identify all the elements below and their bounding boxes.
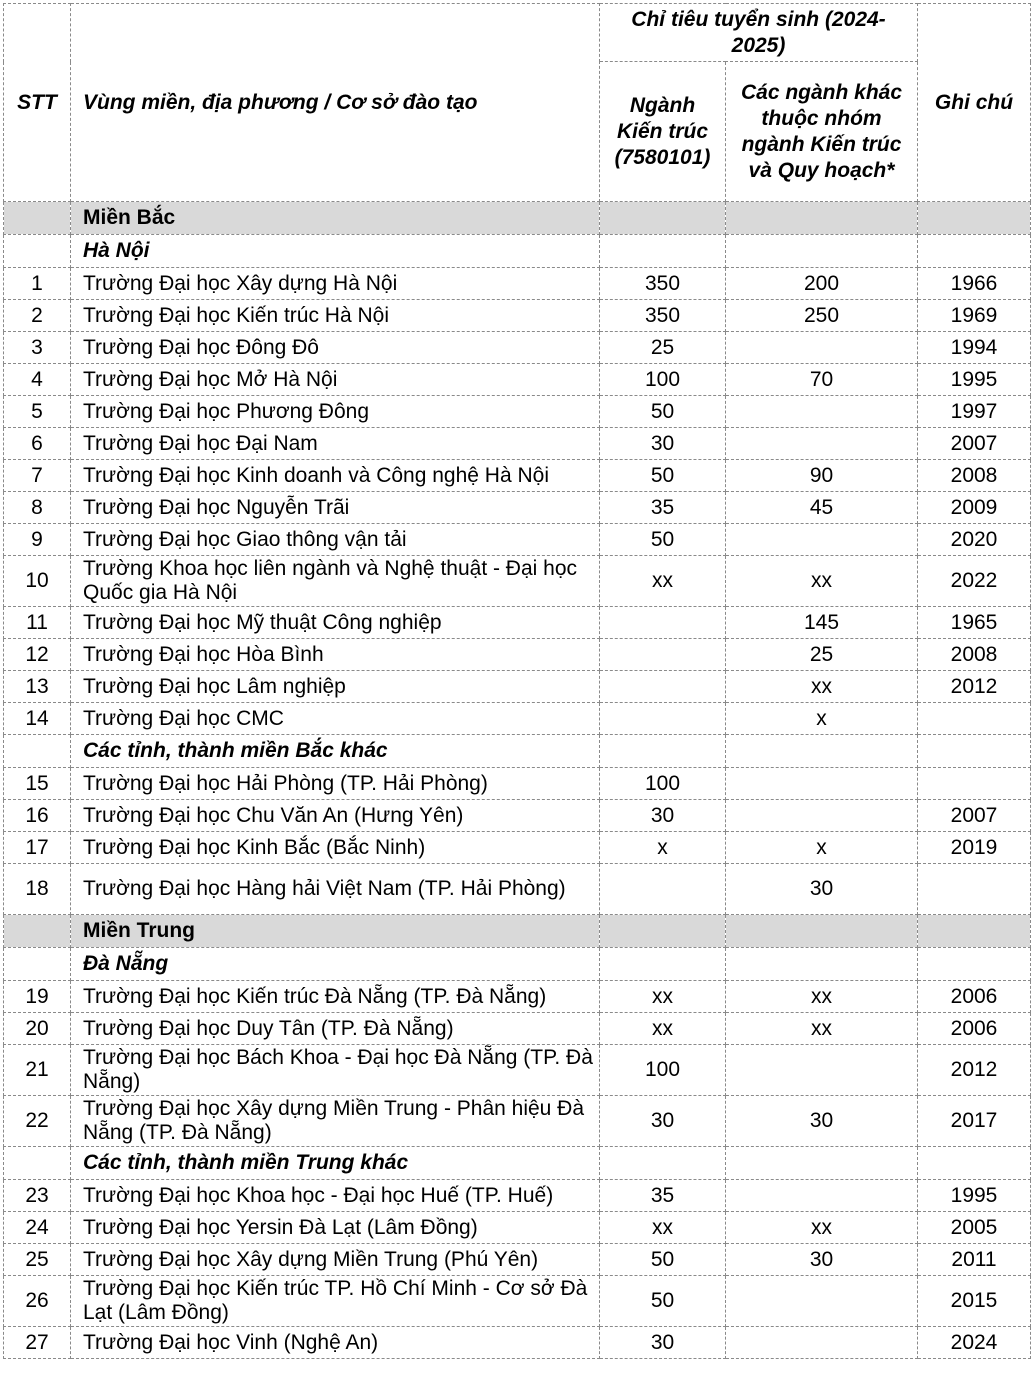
empty-cell: [600, 735, 726, 768]
other-quota: 25: [726, 639, 918, 671]
school-name: Trường Đại học Mở Hà Nội: [71, 364, 600, 396]
note-year: 2022: [918, 556, 1031, 607]
other-quota: 30: [726, 1244, 918, 1276]
row-number: 21: [4, 1045, 71, 1096]
empty-cell: [726, 735, 918, 768]
row-number: 6: [4, 428, 71, 460]
other-quota: 30: [726, 1096, 918, 1147]
architecture-quota: [600, 864, 726, 915]
architecture-quota: 30: [600, 1327, 726, 1359]
school-name: Trường Đại học Đông Đô: [71, 332, 600, 364]
school-name: Trường Đại học Phương Đông: [71, 396, 600, 428]
header-note: Ghi chú: [918, 4, 1031, 202]
other-quota: x: [726, 703, 918, 735]
architecture-quota: 100: [600, 768, 726, 800]
note-year: 2009: [918, 492, 1031, 524]
table-row: [4, 1327, 1031, 1359]
other-quota: [726, 524, 918, 556]
architecture-quota: 350: [600, 268, 726, 300]
row-number: 1: [4, 268, 71, 300]
architecture-quota: [600, 671, 726, 703]
row-number: 26: [4, 1276, 71, 1327]
table-row: [4, 768, 1031, 800]
school-name: Trường Đại học Vinh (Nghệ An): [71, 1327, 600, 1359]
note-year: 1994: [918, 332, 1031, 364]
architecture-quota: 30: [600, 800, 726, 832]
table-row: [4, 639, 1031, 671]
other-quota: [726, 428, 918, 460]
empty-cell: [600, 235, 726, 268]
school-name: Trường Đại học Xây dựng Miền Trung - Phân hiệu Đà Nẵng (TP. Đà Nẵng): [71, 1096, 600, 1147]
note-year: 2011: [918, 1244, 1031, 1276]
empty-cell: [600, 202, 726, 235]
row-number: 17: [4, 832, 71, 864]
header-region: Vùng miền, địa phương / Cơ sở đào tạo: [71, 4, 600, 202]
other-quota: [726, 768, 918, 800]
other-quota: xx: [726, 671, 918, 703]
empty-cell: [726, 915, 918, 948]
school-name: Trường Đại học Đại Nam: [71, 428, 600, 460]
architecture-quota: [600, 703, 726, 735]
school-name: Trường Đại học Mỹ thuật Công nghiệp: [71, 607, 600, 639]
other-quota: [726, 396, 918, 428]
note-year: 2015: [918, 1276, 1031, 1327]
architecture-quota: xx: [600, 1212, 726, 1244]
note-year: 1965: [918, 607, 1031, 639]
empty-cell: [600, 1147, 726, 1180]
area-row: [4, 735, 1031, 768]
header-other-majors: Các ngành khác thuộc nhóm ngành Kiến trúc và Quy hoạch*: [726, 62, 918, 202]
school-name: Trường Đại học Kiến trúc Hà Nội: [71, 300, 600, 332]
architecture-quota: xx: [600, 1013, 726, 1045]
table-row: [4, 671, 1031, 703]
table-row: [4, 556, 1031, 607]
other-quota: [726, 1276, 918, 1327]
school-name: Trường Đại học Kinh doanh và Công nghệ Hà Nội: [71, 460, 600, 492]
architecture-quota: [600, 639, 726, 671]
other-quota: [726, 1045, 918, 1096]
empty-cell: [918, 948, 1031, 981]
note-year: 2017: [918, 1096, 1031, 1147]
note-year: 2007: [918, 428, 1031, 460]
other-quota: xx: [726, 556, 918, 607]
row-number: 20: [4, 1013, 71, 1045]
school-name: Trường Đại học Hải Phòng (TP. Hải Phòng): [71, 768, 600, 800]
empty-cell: [726, 948, 918, 981]
architecture-quota: 100: [600, 364, 726, 396]
architecture-quota: 35: [600, 492, 726, 524]
empty-cell: [918, 915, 1031, 948]
school-name: Trường Đại học Chu Văn An (Hưng Yên): [71, 800, 600, 832]
region-row: [4, 202, 1031, 235]
school-name: Trường Đại học Xây dựng Hà Nội: [71, 268, 600, 300]
empty-cell: [4, 948, 71, 981]
header-architecture: Ngành Kiến trúc (7580101): [600, 62, 726, 202]
row-number: 19: [4, 981, 71, 1013]
row-number: 8: [4, 492, 71, 524]
note-year: 1966: [918, 268, 1031, 300]
architecture-quota: xx: [600, 556, 726, 607]
school-name: Trường Đại học Bách Khoa - Đại học Đà Nẵng (TP. Đà Nẵng): [71, 1045, 600, 1096]
table-row: [4, 332, 1031, 364]
table-row: [4, 800, 1031, 832]
other-quota: [726, 1180, 918, 1212]
other-quota: [726, 332, 918, 364]
empty-cell: [918, 202, 1031, 235]
other-quota: 30: [726, 864, 918, 915]
area-name: Đà Nẵng: [71, 948, 600, 981]
row-number: 13: [4, 671, 71, 703]
row-number: 25: [4, 1244, 71, 1276]
row-number: 27: [4, 1327, 71, 1359]
row-number: 16: [4, 800, 71, 832]
note-year: 1995: [918, 1180, 1031, 1212]
school-name: Trường Khoa học liên ngành và Nghệ thuật - Đại học Quốc gia Hà Nội: [71, 556, 600, 607]
row-number: 5: [4, 396, 71, 428]
row-number: 14: [4, 703, 71, 735]
other-quota: 145: [726, 607, 918, 639]
table-row: [4, 1276, 1031, 1327]
empty-cell: [4, 202, 71, 235]
header-quota-group: Chỉ tiêu tuyển sinh (2024-2025): [600, 4, 918, 62]
note-year: 2006: [918, 1013, 1031, 1045]
architecture-quota: 25: [600, 332, 726, 364]
table-row: [4, 460, 1031, 492]
note-year: 2024: [918, 1327, 1031, 1359]
school-name: Trường Đại học Xây dựng Miền Trung (Phú Yên): [71, 1244, 600, 1276]
other-quota: 45: [726, 492, 918, 524]
note-year: 2008: [918, 639, 1031, 671]
row-number: 4: [4, 364, 71, 396]
empty-cell: [4, 735, 71, 768]
other-quota: xx: [726, 1212, 918, 1244]
other-quota: [726, 800, 918, 832]
other-quota: [726, 1327, 918, 1359]
row-number: 22: [4, 1096, 71, 1147]
empty-cell: [600, 915, 726, 948]
table-row: [4, 981, 1031, 1013]
architecture-quota: 350: [600, 300, 726, 332]
row-number: 3: [4, 332, 71, 364]
empty-cell: [726, 235, 918, 268]
other-quota: x: [726, 832, 918, 864]
row-number: 23: [4, 1180, 71, 1212]
architecture-quota: 50: [600, 1276, 726, 1327]
note-year: 2008: [918, 460, 1031, 492]
row-number: 18: [4, 864, 71, 915]
school-name: Trường Đại học Duy Tân (TP. Đà Nẵng): [71, 1013, 600, 1045]
table-row: [4, 268, 1031, 300]
area-row: [4, 1147, 1031, 1180]
row-number: 7: [4, 460, 71, 492]
architecture-quota: 30: [600, 1096, 726, 1147]
row-number: 15: [4, 768, 71, 800]
other-quota: 70: [726, 364, 918, 396]
table-row: [4, 300, 1031, 332]
row-number: 9: [4, 524, 71, 556]
table-row: [4, 1244, 1031, 1276]
region-name: Miền Bắc: [71, 202, 600, 235]
table-row: [4, 1013, 1031, 1045]
area-name: Các tỉnh, thành miền Bắc khác: [71, 735, 600, 768]
empty-cell: [4, 1147, 71, 1180]
school-name: Trường Đại học Lâm nghiệp: [71, 671, 600, 703]
architecture-quota: 50: [600, 460, 726, 492]
note-year: 1997: [918, 396, 1031, 428]
other-quota: xx: [726, 1013, 918, 1045]
empty-cell: [726, 202, 918, 235]
area-row: [4, 235, 1031, 268]
table-body: [4, 202, 1031, 1359]
empty-cell: [4, 235, 71, 268]
table-row: [4, 1045, 1031, 1096]
table-row: [4, 396, 1031, 428]
school-name: Trường Đại học Kiến trúc Đà Nẵng (TP. Đà Nẵng): [71, 981, 600, 1013]
school-name: Trường Đại học Giao thông vận tải: [71, 524, 600, 556]
area-name: Hà Nội: [71, 235, 600, 268]
note-year: 2007: [918, 800, 1031, 832]
row-number: 11: [4, 607, 71, 639]
table-row: [4, 1096, 1031, 1147]
row-number: 24: [4, 1212, 71, 1244]
architecture-quota: 100: [600, 1045, 726, 1096]
empty-cell: [600, 948, 726, 981]
other-quota: 90: [726, 460, 918, 492]
school-name: Trường Đại học Hàng hải Việt Nam (TP. Hải Phòng): [71, 864, 600, 915]
empty-cell: [4, 915, 71, 948]
table-row: [4, 864, 1031, 915]
table-row: [4, 607, 1031, 639]
empty-cell: [918, 1147, 1031, 1180]
row-number: 10: [4, 556, 71, 607]
region-row: [4, 915, 1031, 948]
note-year: [918, 768, 1031, 800]
other-quota: xx: [726, 981, 918, 1013]
table-row: [4, 428, 1031, 460]
school-name: Trường Đại học CMC: [71, 703, 600, 735]
header-stt: STT: [4, 4, 71, 202]
empty-cell: [726, 1147, 918, 1180]
table-row: [4, 832, 1031, 864]
note-year: 1969: [918, 300, 1031, 332]
table-row: [4, 364, 1031, 396]
note-year: [918, 703, 1031, 735]
table-row: [4, 1180, 1031, 1212]
school-name: Trường Đại học Nguyễn Trãi: [71, 492, 600, 524]
region-name: Miền Trung: [71, 915, 600, 948]
area-name: Các tỉnh, thành miền Trung khác: [71, 1147, 600, 1180]
architecture-quota: 50: [600, 396, 726, 428]
architecture-quota: xx: [600, 981, 726, 1013]
other-quota: 200: [726, 268, 918, 300]
school-name: Trường Đại học Hòa Bình: [71, 639, 600, 671]
other-quota: 250: [726, 300, 918, 332]
school-name: Trường Đại học Khoa học - Đại học Huế (TP. Huế): [71, 1180, 600, 1212]
row-number: 2: [4, 300, 71, 332]
table-row: [4, 524, 1031, 556]
empty-cell: [918, 735, 1031, 768]
architecture-quota: [600, 607, 726, 639]
school-name: Trường Đại học Yersin Đà Lạt (Lâm Đồng): [71, 1212, 600, 1244]
architecture-quota: 30: [600, 428, 726, 460]
architecture-quota: 50: [600, 1244, 726, 1276]
note-year: 1995: [918, 364, 1031, 396]
architecture-quota: 50: [600, 524, 726, 556]
note-year: 2012: [918, 671, 1031, 703]
architecture-quota: 35: [600, 1180, 726, 1212]
table-row: [4, 492, 1031, 524]
empty-cell: [918, 235, 1031, 268]
architecture-quota: x: [600, 832, 726, 864]
note-year: 2012: [918, 1045, 1031, 1096]
note-year: 2020: [918, 524, 1031, 556]
table-row: [4, 703, 1031, 735]
note-year: 2019: [918, 832, 1031, 864]
area-row: [4, 948, 1031, 981]
school-name: Trường Đại học Kinh Bắc (Bắc Ninh): [71, 832, 600, 864]
school-name: Trường Đại học Kiến trúc TP. Hồ Chí Minh - Cơ sở Đà Lạt (Lâm Đồng): [71, 1276, 600, 1327]
admission-quota-table: [3, 3, 1031, 1359]
note-year: 2005: [918, 1212, 1031, 1244]
note-year: 2006: [918, 981, 1031, 1013]
row-number: 12: [4, 639, 71, 671]
note-year: [918, 864, 1031, 915]
table-row: [4, 1212, 1031, 1244]
